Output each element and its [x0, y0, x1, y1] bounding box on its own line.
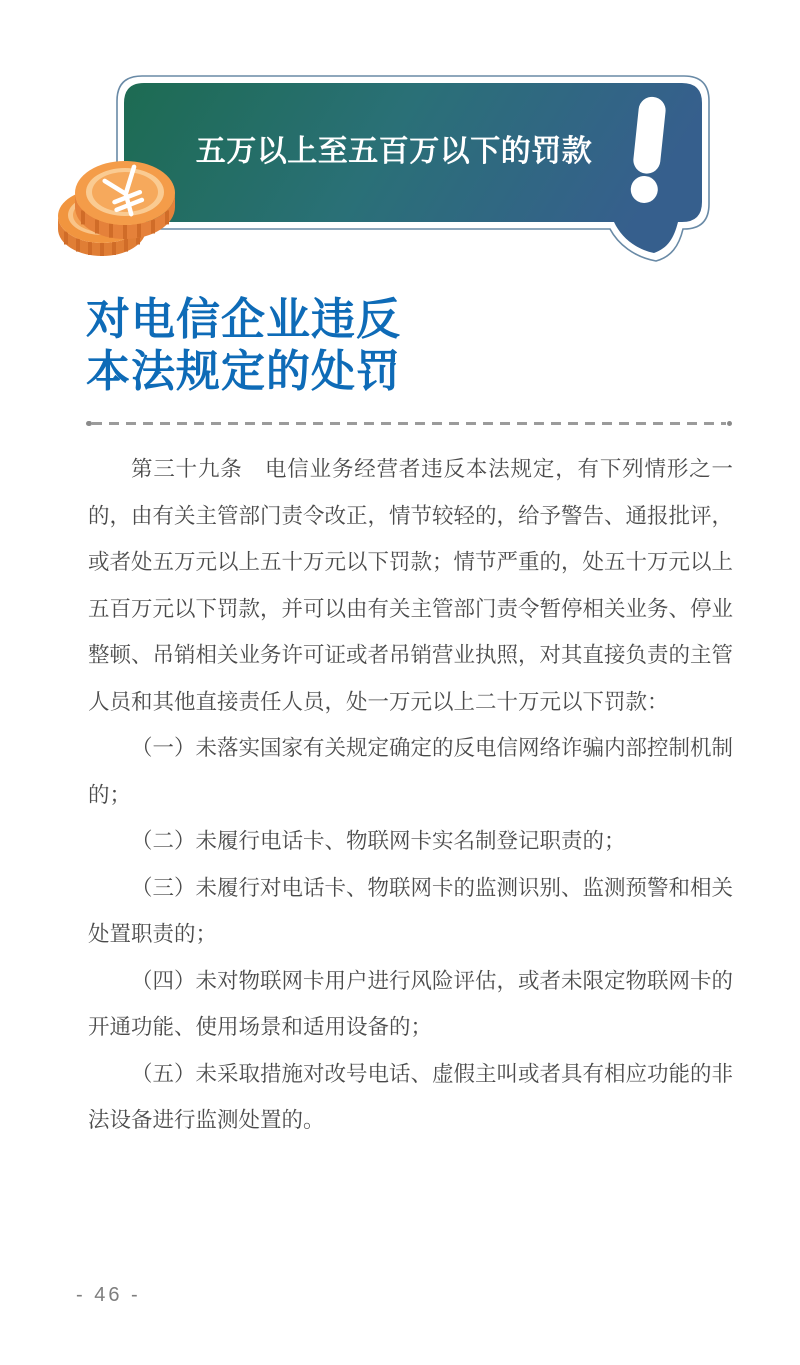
paragraph-item-2: （二）未履行电话卡、物联网卡实名制登记职责的； — [131, 829, 626, 853]
paragraph-item-4: （四）未对物联网卡用户进行风险评估，或者未限定物联网卡的开通功能、使用场景和适用设备的； — [88, 968, 734, 1039]
page-title — [86, 294, 401, 398]
paragraph-item-5: （五）未采取措施对改号电话、虚假主叫或者具有相应功能的非法设备进行监测处置的。 — [88, 1061, 734, 1132]
paragraph-main: 第三十九条 电信业务经营者违反本法规定，有下列情形之一的，由有关主管部门责令改正，情节较轻的，给予警告、通报批评，或者处五万元以上五十万元以下罚款；情节严重的，处五十万元以上五百万元以下罚款，并可以由有关主管部门责令暂停相关业务、停业整顿、吊销相关业务许可证或者吊销营业执照，对其直接负责的主管人员和其他直接责任人员，处一万元以上二十万元以下罚款： — [88, 457, 734, 714]
paragraph-item-3: （三）未履行对电话卡、物联网卡的监测识别、监测预警和相关处置职责的； — [88, 875, 734, 946]
gold-coins-icon — [52, 152, 182, 264]
coin-top — [75, 161, 175, 239]
page-number: - 46 - — [76, 1284, 141, 1306]
divider-dot-left — [86, 421, 92, 427]
divider-dot-right — [727, 421, 733, 427]
paragraph-item-1: （一）未落实国家有关规定确定的反电信网络诈骗内部控制机制的； — [88, 736, 734, 807]
page-title-line1: 对电信企业违反 — [86, 295, 401, 344]
page-title-line2: 本法规定的处罚 — [86, 347, 401, 396]
fine-amount-banner — [112, 72, 722, 272]
divider-line — [92, 422, 726, 425]
dashed-divider — [86, 420, 732, 427]
banner-label: 五万以上至五百万以下的罚款 — [195, 135, 593, 168]
article-body — [88, 446, 733, 1144]
